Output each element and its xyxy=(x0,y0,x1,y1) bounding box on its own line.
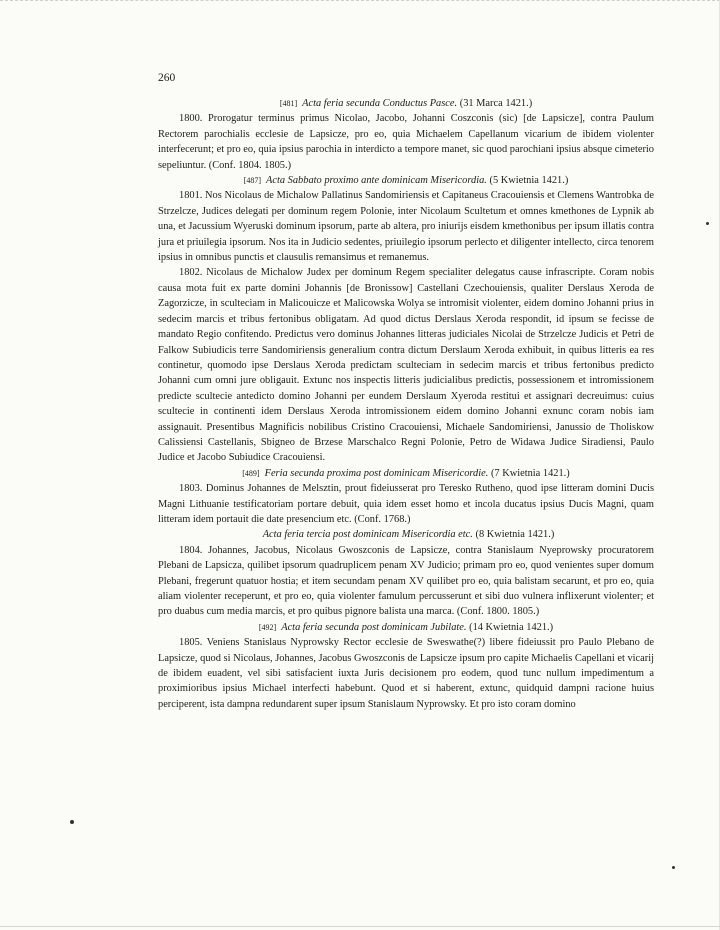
page-number: 260 xyxy=(158,72,176,84)
top-scan-border xyxy=(0,0,720,4)
document-body xyxy=(158,96,654,712)
entry-heading: Acta feria tercia post dominicam Misericordia etc. (8 Kwietnia 1421.) xyxy=(262,529,555,541)
scan-speck xyxy=(672,866,675,869)
entry-heading: [489] Feria secunda proxima post dominicam Misericordie. (7 Kwietnia 1421.) xyxy=(242,467,570,479)
entry-heading: [481] Acta feria secunda Conductus Pasce. (31 Marca 1421.) xyxy=(279,98,533,109)
scan-speck xyxy=(70,820,74,824)
scan-speck xyxy=(706,222,709,225)
entry-paragraph: 1803. Dominus Johannes de Melsztin, prout fideiusserat pro Teresko Rutheno, quod ipse litteram domini Ducis Magni Lithuanie testificatoriam portare debuit, quia idem esset homo et incola ducatus ipsius Ducis Magni, quam litteram idem portauit die date presencium etc. (Conf. 1768.) xyxy=(158,483,654,525)
entry-heading: [492] Acta feria secunda post dominicam Jubilate. (14 Kwietnia 1421.) xyxy=(258,621,554,633)
entry-paragraph: 1801. Nos Nicolaus de Michalow Pallatinus Sandomiriensis et Capitaneus Cracouiensis et Clemens Wantrobka de Strzelcze, Judices delegati per dominum regem Polonie, inter Nicolaum Scultetum et omnes kmethones de Lypnik ab una, et Jacussium Wyeruski dominum ipsorum, parte ab altera, pro iniurijs eisdem kmethonibus per ipsum illatis contra jura et priuilegia ipsorum. Nos ita in Judicio sedentes, priuilegio ipsorum perlecto et diligenter intellecto, circa tenorem ipsius in omnibus punctis et clausulis remansimus et remanemus. xyxy=(158,190,654,264)
entry-heading: [487] Acta Sabbato proximo ante dominicam Misericordia. (5 Kwietnia 1421.) xyxy=(243,175,569,187)
entry-paragraph: 1800. Prorogatur terminus primus Nicolao, Jacobo, Johanni Coszconis (sic) [de Lapsicze], contra Paulum Rectorem parochialis ecclesie de Lapsicze, pro eo, quia Michaelem Capellanum vicarium de ibidem violenter interfecerunt; et pro eo, quia ipsius parochia in interdicto a tempore manet, sic quod parochiani ipsius absque cimeterio sepeliuntur. (Conf. 1804. 1805.) xyxy=(158,113,654,171)
bottom-scan-border xyxy=(0,926,720,928)
entry-paragraph: 1802. Nicolaus de Michalow Judex per dominum Regem specialiter delegatus cause infrascripte. Coram nobis causa mota fuit ex parte domini Johannis [de Bronissow] Castellani Czechouiensis, qualiter Derslaus Xeroda de Zagorzicze, in sculteciam in Malicouicze et Malicowska Wolya se intromisit violenter, eidem domino Johanni prius in sedecim marcis et tribus fertonibus obligatam. Ad quod dictus Derslaus Xeroda respondit, id ipsum se fecisse de mandato Regio confitendo. Predictus vero dominus Johannes litteras judiciales Nicolai de Strzelcze Judicis et Petri de Falkow Subiudicis terre Sandomiriensis generalium contra dictum Derslaum Xeroda exhibuit, in quibus litteris ea res continetur, quomodo ipse Derslaus Xeroda predictam sculteciam in sedecim marcis et tribus fertonibus predicto Johanni cum omni jure obligauit. Extunc nos inspectis litteris judicialibus predictis, possessionem et intromissionem predicte sculteciе antedicto domino Johanni per eundem Derslaum Xyeroda restitui et assignari decreuimus: cuius sculteciе in continenti idem Derslaus Xeroda intromissionem eidem domino Johanni exnunc coram nobis iam assignauit. Presentibus Magnificis nobilibus Cristino Cracouiensi, Michaele Sandomiriensi, Janussio de Tholiskow Calissiensi Castellanis, Sbigneo de Brzese Marschalco Regni Polonie, Petro de Widawa Judice Siradiensi, Paulo Judice et Jacobo Subiudice Cracouiensi. xyxy=(158,267,654,464)
entry-paragraph: 1804. Johannes, Jacobus, Nicolaus Gwoszconis de Lapsicze, contra Stanislaum Nyeprowsky procuratorem Plebani de Lapsicza, quilibet ipsorum quadruplicem penam XV Judicio; primam pro eo, quod venientes super domum Plebani, fregerunt quatuor hostia; et item secundam penam XV quilibet pro eo, quia balistam secarunt, et pro eo, quia aliam violenter receperunt, et pro eo, quia violenter famulum percusserunt et sibi duo vulnera inflixerunt violenter; et pro duabus cum media marcis, et pro quibus pignore balista una marca. (Conf. 1800. 1805.) xyxy=(158,544,654,618)
entry-paragraph: 1805. Veniens Stanislaus Nyprowsky Rector ecclesie de Sweswathe(?) libere fideiussit pro Paulo Plebano de Lapsicze, quod si Nicolaus, Johannes, Jacobus Gwoszconis de Lapsicze ipsum pro capite Michaelis Capellani et vicarij de ibidem euadent, vel sibi satisfacient iuxta Juris decisionem pro eodem, quod tunc nullum impedimentum a proximioribus ipsius Michael interfecti habebunt. Quod et si haberent, extunc, quidquid dampni racione huius perciperent, ista dampna redundarent super ipsum Stanislaum Nyprowsky. Et pro isto coram domino xyxy=(158,637,654,710)
